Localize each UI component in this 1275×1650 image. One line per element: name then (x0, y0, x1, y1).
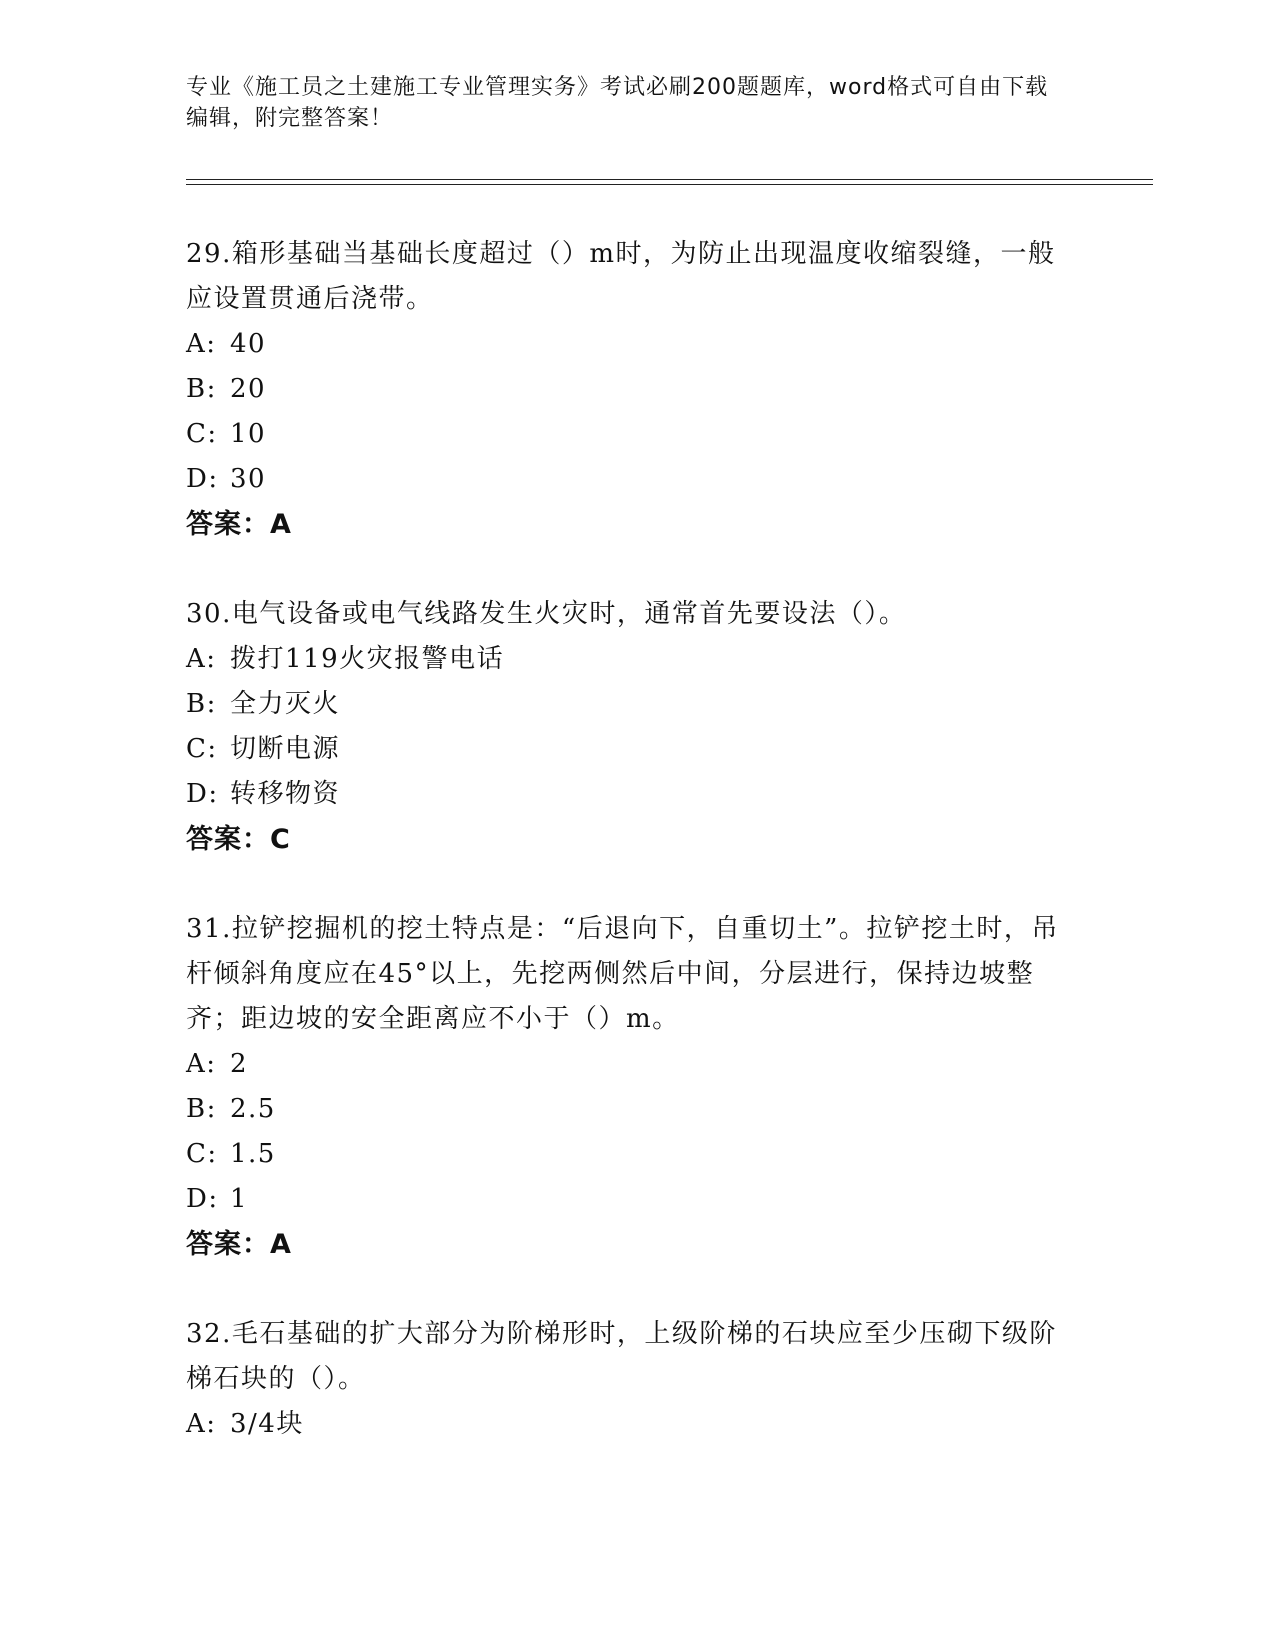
question-text: 30.电气设备或电气线路发生火灾时，通常首先要设法（）。 (186, 599, 907, 629)
option-d (186, 772, 1076, 817)
option-c (186, 1132, 1076, 1177)
option-letter: A: (186, 329, 217, 359)
option-text: 2.5 (230, 1094, 276, 1124)
option-a (186, 637, 1076, 682)
option-text: 3/4块 (230, 1409, 304, 1439)
option-text: 拨打119火灾报警电话 (230, 644, 505, 674)
option-text: 40 (230, 329, 267, 359)
question-text: 29.箱形基础当基础长度超过（）m时，为防止出现温度收缩裂缝，一般应设置贯通后浇带。 (186, 239, 1056, 314)
header-divider-top (186, 179, 1153, 180)
option-letter: D: (186, 779, 219, 809)
option-text: 20 (230, 374, 267, 404)
option-text: 10 (230, 419, 267, 449)
question-29 (186, 232, 1076, 547)
answer-line: 答案：C (186, 824, 291, 855)
option-text: 切断电源 (230, 734, 341, 764)
question-text: 31.拉铲挖掘机的挖土特点是：“后退向下，自重切土”。拉铲挖土时，吊杆倾斜角度应在45°以上，先挖两侧然后中间，分层进行，保持边坡整齐；距边坡的安全距离应不小于（）m。 (186, 914, 1059, 1034)
option-d (186, 1177, 1076, 1222)
question-list (186, 232, 1076, 1492)
header-divider-bottom (186, 184, 1153, 185)
answer-line: 答案：A (186, 509, 292, 540)
answer-line: 答案：A (186, 1229, 292, 1260)
option-letter: C: (186, 734, 218, 764)
option-letter: B: (186, 689, 217, 719)
option-a (186, 1042, 1076, 1087)
option-text: 全力灭火 (230, 689, 341, 719)
option-letter: B: (186, 1094, 217, 1124)
option-text: 2 (230, 1049, 249, 1079)
option-letter: B: (186, 374, 217, 404)
option-a (186, 322, 1076, 367)
option-text: 1.5 (230, 1139, 276, 1169)
option-b (186, 1087, 1076, 1132)
option-text: 30 (230, 464, 267, 494)
question-31 (186, 907, 1076, 1267)
option-b (186, 367, 1076, 412)
option-c (186, 412, 1076, 457)
question-text: 32.毛石基础的扩大部分为阶梯形时，上级阶梯的石块应至少压砌下级阶梯石块的（）。 (186, 1319, 1057, 1394)
option-b (186, 682, 1076, 727)
option-text: 转移物资 (230, 779, 341, 809)
option-letter: C: (186, 1139, 218, 1169)
option-d (186, 457, 1076, 502)
option-a (186, 1402, 1076, 1447)
option-letter: A: (186, 1049, 217, 1079)
question-30 (186, 592, 1076, 862)
option-letter: C: (186, 419, 218, 449)
document-header: 专业《施工员之土建施工专业管理实务》考试必刷200题题库，word格式可自由下载编辑，附完整答案！ (186, 75, 1049, 131)
option-text: 1 (230, 1184, 249, 1214)
option-c (186, 727, 1076, 772)
option-letter: D: (186, 1184, 219, 1214)
question-32 (186, 1312, 1076, 1447)
option-letter: A: (186, 1409, 217, 1439)
option-letter: D: (186, 464, 219, 494)
option-letter: A: (186, 644, 217, 674)
